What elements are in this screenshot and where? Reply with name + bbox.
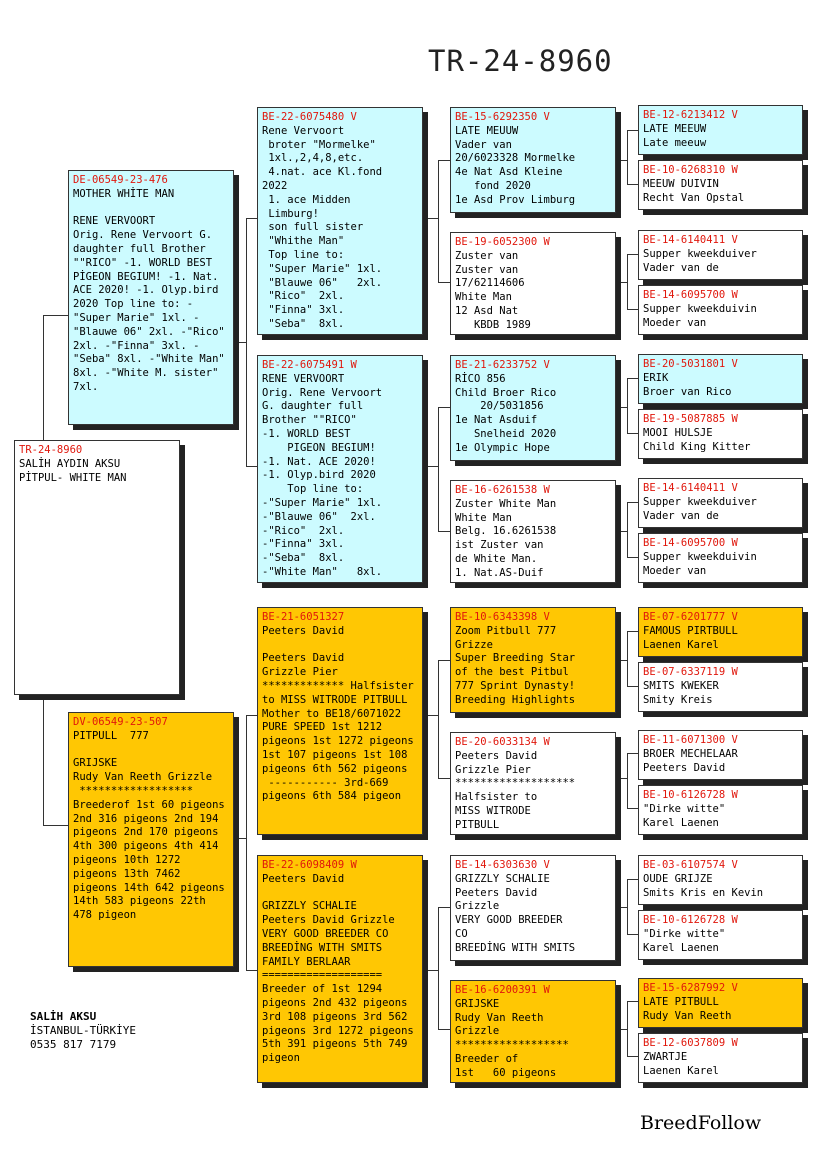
dam-sire-card[interactable] [257, 607, 423, 835]
ring-number: BE-07-6201777 V [643, 611, 738, 623]
ring-number: DE-06549-23-476 [73, 174, 168, 186]
ring-number: DV-06549-23-507 [73, 716, 168, 728]
subject-pigeon-card[interactable] [14, 440, 180, 695]
ring-number: BE-10-6126728 W [643, 789, 738, 801]
connector-line [616, 531, 628, 532]
pigeon-details: Peeters David GRIZZLY SCHALIE Peeters David Grizzle VERY GOOD BREEDER CO BREEDİNG WITH SMITS FAMILY BERLAAR =================== Breeder of 1st 1294 pigeons 2nd 432 pigeons 3rd 108 pigeons 3rd 562 pigeons 3rd 1272 pigeons 5th 391 pigeons 5th 749 pigeon [262, 872, 414, 1065]
ring-number: BE-11-6071300 V [643, 734, 738, 746]
sds-card[interactable] [450, 355, 616, 461]
pigeon-details: Supper kweekduiver Vader van de [643, 495, 757, 522]
g5-card[interactable] [638, 285, 803, 335]
connector-line [438, 407, 439, 531]
ring-number: BE-20-5031801 V [643, 358, 738, 370]
g5-card[interactable] [638, 730, 803, 780]
ring-number: BE-10-6343398 V [455, 611, 550, 623]
sdd-card[interactable] [450, 480, 616, 583]
pigeon-details: ZWARTJE Laenen Karel [643, 1050, 719, 1077]
pigeon-details: Peeters David Grizzle Pier ******************* Halfsister to MISS WITRODE PITBULL [455, 749, 576, 831]
connector-line [627, 753, 628, 808]
connector-line [424, 715, 439, 716]
dam-card[interactable] [68, 712, 234, 967]
pigeon-details: ERIK Broer van Rico [643, 371, 732, 398]
sire-dam-card[interactable] [257, 355, 423, 583]
pigeon-details: MOOI HULSJE Child King Kitter [643, 426, 751, 453]
owner-phone: 0535 817 7179 [30, 1038, 117, 1051]
connector-line [438, 660, 439, 778]
ring-number: BE-22-6098409 W [262, 859, 357, 871]
pigeon-details: MOTHER WHİTE MAN RENE VERVOORT Orig. Rene Vervoort G. daughter full Brother ""RICO" -1. WORLD BEST PİGEON BEGIUM! -1. Nat. ACE 2020! -1. Olyp.bird 2020 Top line to: -"Super Marie" 1xl. -"Blauwe 06" 2xl. -"Rico" 2xl. -"Finna" 3xl. -"Seba" 8xl. -"White Man" 8xl. -"White M. sister" 7xl. [73, 187, 225, 393]
connector-line [627, 130, 628, 184]
g5-card[interactable] [638, 160, 803, 210]
pigeon-details: Supper kweekduivin Moeder van [643, 550, 757, 577]
connector-line [438, 160, 439, 282]
connector-line [616, 907, 628, 908]
g5-card[interactable] [638, 478, 803, 528]
connector-line [424, 466, 439, 467]
pigeon-details: "Dirke witte" Karel Laenen [643, 802, 726, 829]
connector-line [233, 838, 247, 839]
g5-card[interactable] [638, 230, 803, 280]
ring-number: BE-16-6200391 W [455, 984, 550, 996]
pigeon-details: Zuster White Man White Man Belg. 16.6261538 ist Zuster van de White Man. 1. Nat.AS-Duif [455, 497, 557, 579]
pigeon-details: MEEUW DUIVIN Recht Van Opstal [643, 177, 745, 204]
connector-line [616, 160, 628, 161]
connector-line [616, 407, 628, 408]
ring-number: BE-10-6126728 W [643, 914, 738, 926]
pigeon-details: BROER MECHELAAR Peeters David [643, 747, 738, 774]
g5-card[interactable] [638, 662, 803, 712]
sire-sire-card[interactable] [257, 107, 423, 335]
ring-number: BE-22-6075491 W [262, 359, 357, 371]
ring-number: BE-22-6075480 V [262, 111, 357, 123]
connector-line [627, 502, 628, 557]
pedigree-title: TR-24-8960 [428, 44, 613, 78]
dsd-card[interactable] [450, 732, 616, 835]
pigeon-details: SALİH AYDIN AKSU PİTPUL- WHITE MAN [19, 457, 127, 484]
pigeon-details: "Dirke witte" Karel Laenen [643, 927, 726, 954]
ring-number: BE-12-6037809 W [643, 1037, 738, 1049]
g5-card[interactable] [638, 1033, 803, 1083]
connector-line [627, 631, 628, 686]
connector-line [616, 778, 628, 779]
connector-line [616, 1029, 628, 1030]
connector-line [43, 825, 69, 826]
ring-number: BE-15-6292350 V [455, 111, 550, 123]
owner-city: İSTANBUL-TÜRKİYE [30, 1024, 136, 1037]
g5-card[interactable] [638, 855, 803, 905]
pigeon-details: GRIJSKE Rudy Van Reeth Grizzle ****************** Breeder of 1st 60 pigeons [455, 997, 569, 1079]
g5-card[interactable] [638, 607, 803, 657]
ring-number: BE-14-6095700 W [643, 289, 738, 301]
ssd-card[interactable] [450, 232, 616, 335]
ring-number: BE-20-6033134 W [455, 736, 550, 748]
connector-line [424, 970, 439, 971]
ring-number: TR-24-8960 [19, 444, 83, 456]
sire-card[interactable] [68, 170, 234, 425]
pigeon-details: Peeters David Peeters David Grizzle Pier ************* Halfsister to MISS WITRODE PITBULL Mother to BE18/6071022 PURE SPEED 1st 1212 pigeons 1st 1272 pigeons 1st 107 pigeons 1st 108 pigeons 6th 562 pigeons ----------- 3rd-669 pigeons 6th 584 pigeon [262, 624, 414, 803]
ring-number: BE-19-5087885 W [643, 413, 738, 425]
dds-card[interactable] [450, 855, 616, 961]
connector-line [246, 715, 247, 970]
connector-line [233, 342, 247, 343]
pigeon-details: PITPULL 777 GRIJSKE Rudy Van Reeth Grizzle ****************** Breederof 1st 60 pigeons 2nd 316 pigeons 2nd 194 pigeons 2nd 170 pigeons 4th 300 pigeons 4th 414 pigeons 10th 1272 pigeons 13th 7462 pigeons 14th 642 pigeons 14th 583 pigeons 22th 478 pigeon [73, 729, 225, 922]
pigeon-details: RİCO 856 Child Broer Rico 20/5031856 1e Nat Asduif Snelheid 2020 1e Olympic Hope [455, 372, 557, 454]
ring-number: BE-14-6303630 V [455, 859, 550, 871]
ring-number: BE-07-6337119 W [643, 666, 738, 678]
dss-card[interactable] [450, 607, 616, 713]
ring-number: BE-03-6107574 V [643, 859, 738, 871]
ring-number: BE-21-6051327 [262, 611, 345, 623]
pigeon-details: Supper kweekduivin Moeder van [643, 302, 757, 329]
g5-card[interactable] [638, 910, 803, 960]
g5-card[interactable] [638, 978, 803, 1028]
pigeon-details: RENE VERVOORT Orig. Rene Vervoort G. daughter full Brother ""RICO" -1. WORLD BEST PIGEON BEGIUM! -1. Nat. ACE 2020! -1. Olyp.bird 2020 Top line to: -"Super Marie" 1xl. -"Blauwe 06" 2xl. -"Rico" 2xl. -"Finna" 3xl. -"Seba" 8xl. -"White Man" 8xl. [262, 372, 383, 578]
pigeon-details: Supper kweekduiver Vader van de [643, 247, 757, 274]
owner-name: SALİH AKSU [30, 1010, 97, 1023]
pigeon-details: Zoom Pitbull 777 Grizze Super Breeding Star of the best Pitbul 777 Sprint Dynasty! Breeding Highlights [455, 624, 576, 706]
connector-line [43, 315, 69, 316]
pigeon-details: SMITS KWEKER Smity Kreis [643, 679, 719, 706]
ring-number: BE-16-6261538 W [455, 484, 550, 496]
g5-card[interactable] [638, 409, 803, 459]
ring-number: BE-14-6140411 V [643, 482, 738, 494]
pigeon-details: Rene Vervoort broter "Mormelke" 1xl.,2,4,8,etc. 4.nat. ace Kl.fond 2022 1. ace Midden Limburg! son full sister "Whithe Man" Top line to: "Super Marie" 1xl. "Blauwe 06" 2xl. "Rico" 2xl. "Finna" 3xl. "Seba" 8xl. [262, 124, 383, 330]
ring-number: BE-14-6140411 V [643, 234, 738, 246]
owner-contact [30, 1010, 136, 1052]
pigeon-details: LATE MEUUW Vader van 20/6023328 Mormelke 4e Nat Asd Kleine fond 2020 1e Asd Prov Limburg [455, 124, 576, 206]
dam-dam-card[interactable] [257, 855, 423, 1083]
ring-number: BE-12-6213412 V [643, 109, 738, 121]
g5-card[interactable] [638, 354, 803, 404]
pigeon-details: LATE PITBULL Rudy Van Reeth [643, 995, 732, 1022]
connector-line [616, 282, 628, 283]
brand-logo: BreedFollow [640, 1112, 762, 1134]
pigeon-details: FAMOUS PIRTBULL Laenen Karel [643, 624, 738, 651]
g5-card[interactable] [638, 785, 803, 835]
ring-number: BE-10-6268310 W [643, 164, 738, 176]
pigeon-details: OUDE GRIJZE Smits Kris en Kevin [643, 872, 764, 899]
pigeon-details: GRIZZLY SCHALIE Peeters David Grizzle VERY GOOD BREEDER CO BREEDİNG WITH SMITS [455, 872, 576, 954]
ring-number: BE-21-6233752 V [455, 359, 550, 371]
connector-line [627, 378, 628, 433]
ddd-card[interactable] [450, 980, 616, 1083]
ring-number: BE-14-6095700 W [643, 537, 738, 549]
g5-card[interactable] [638, 533, 803, 583]
connector-line [616, 660, 628, 661]
ring-number: BE-15-6287992 V [643, 982, 738, 994]
pigeon-details: Zuster van Zuster van 17/62114606 White Man 12 Asd Nat KBDB 1989 [455, 249, 531, 331]
g5-card[interactable] [638, 105, 803, 155]
sss-card[interactable] [450, 107, 616, 213]
ring-number: BE-19-6052300 W [455, 236, 550, 248]
connector-line [424, 218, 439, 219]
connector-line [438, 907, 439, 1029]
pigeon-details: LATE MEEUW Late meeuw [643, 122, 707, 149]
